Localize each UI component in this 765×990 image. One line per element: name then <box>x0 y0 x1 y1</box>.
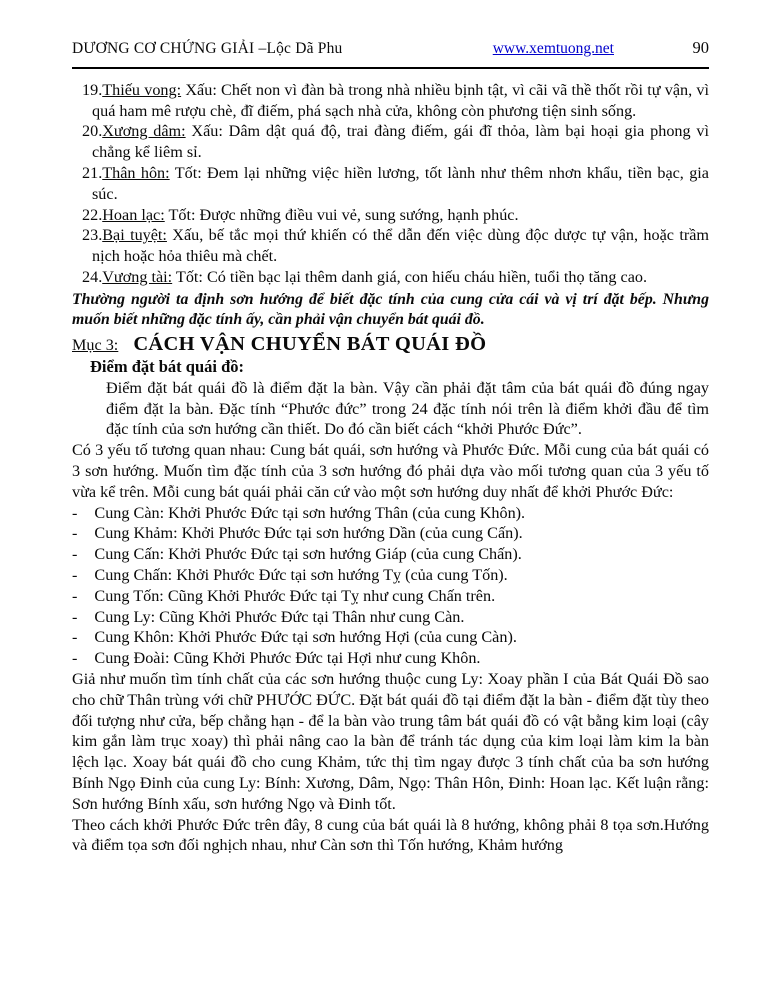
item-term: Bại tuyệt: <box>102 226 167 245</box>
item-term: Hoan lạc: <box>102 205 165 224</box>
item-text: Xấu: Dâm dật quá độ, trai đàng điếm, gái đĩ thỏa, làm bại hoại gia phong vì chẳng kể liêm sỉ. <box>92 122 709 162</box>
item-number: 19. <box>82 80 103 99</box>
glossary-item-20 <box>72 121 709 163</box>
list-item-cung-kham <box>72 523 709 544</box>
list-item-text: Cung Càn: Khởi Phước Đức tại sơn hướng Thân (của cung Khôn). <box>94 503 526 522</box>
paragraph-conclusion: Theo cách khởi Phước Đức trên đây, 8 cung của bát quái là 8 hướng, không phải 8 tọa sơn.Hướng và điểm tọa sơn đối nghịch nhau, như Càn sơn thì Tốn hướng, Khảm hướng <box>72 815 709 855</box>
paragraph-placement: Điểm đặt bát quái đồ là điểm đặt la bàn. Vậy cần phải đặt tâm của bát quái đồ đúng ngay điểm đặt la bàn. Đặc tính “Phước đức” trong 24 đặc tính nói trên là điểm khởi đầu để tìm đặc tính của sơn hướng cần thiết. Do đó cần biết cách “khởi Phước Đức”. <box>106 378 709 439</box>
dash-marker: - <box>72 524 78 543</box>
dash-marker: - <box>72 565 78 584</box>
list-item-cung-ton <box>72 586 709 607</box>
list-item-text: Cung Chấn: Khởi Phước Đức tại sơn hướng Tỵ (của cung Tốn). <box>94 565 508 584</box>
list-item-text: Cung Cấn: Khởi Phước Đức tại sơn hướng Giáp (của cung Chấn). <box>94 545 522 564</box>
dash-marker: - <box>72 586 78 605</box>
item-number: 20. <box>82 122 103 141</box>
dash-marker: - <box>72 545 78 564</box>
item-text: Xấu: Chết non vì đàn bà trong nhà nhiều bịnh tật, vì cãi vã thề thốt rồi tự vận, vì quá ham mê rượu chè, đĩ điếm, phá sạch nhà cửa, không còn phương tiện sinh sống. <box>92 80 709 120</box>
glossary-item-24 <box>72 267 709 288</box>
section-heading: CÁCH VẬN CHUYỂN BÁT QUÁI ĐỒ <box>133 333 487 356</box>
list-item-text: Cung Đoài: Cũng Khởi Phước Đức tại Hợi như cung Khôn. <box>94 649 481 668</box>
glossary-item-21 <box>72 163 709 205</box>
dash-marker: - <box>72 503 78 522</box>
item-number: 23. <box>82 226 103 245</box>
list-item-text: Cung Ly: Cũng Khởi Phước Đức tại Thân như cung Càn. <box>94 607 465 626</box>
dash-marker: - <box>72 628 78 647</box>
item-text: Tốt: Được những điều vui vẻ, sung sướng, hạnh phúc. <box>164 205 519 224</box>
header-divider <box>72 67 709 69</box>
list-item-cung-doai <box>72 648 709 669</box>
list-item-cung-can <box>72 503 709 524</box>
dash-marker: - <box>72 607 78 626</box>
section-subheading: Điểm đặt bát quái đồ: <box>90 356 245 376</box>
book-title: DƯƠNG CƠ CHỨNG GIẢI –Lộc Dã Phu <box>72 40 343 57</box>
item-term: Thân hôn: <box>102 163 170 182</box>
note-paragraph: Thường người ta định sơn hướng để biết đặc tính của cung cửa cái và vị trí đặt bếp. Nhưng muốn biết những đặc tính ấy, cần phải vận chuyển bát quái đồ. <box>72 290 709 328</box>
item-term: Thiếu vong: <box>102 80 182 99</box>
paragraph-factors: Có 3 yếu tố tương quan nhau: Cung bát quái, sơn hướng và Phước Đức. Mỗi cung của bát quái có 3 sơn hướng. Muốn tìm đặc tính của 3 sơn hướng đó phải dựa vào mối tương quan của 3 yếu tố vừa kể trên. Mỗi cung bát quái phải căn cứ vào một sơn hướng duy nhất để khởi Phước Đức: <box>72 441 709 501</box>
section-heading-line <box>72 334 709 356</box>
glossary-item-23 <box>72 225 709 267</box>
list-item-cung-ly <box>72 607 709 628</box>
paragraph-example: Giả như muốn tìm tính chất của các sơn hướng thuộc cung Ly: Xoay phần I của Bát Quái Đồ sao cho chữ Thân trùng với chữ PHƯỚC ĐỨC. Đặt bát quái đồ tại điểm đặt la bàn - điểm đặt tùy theo đối tượng như cửa, bếp chẳng hạn - để la bàn vào trung tâm bát quái đồ có vật bằng kim loại (cây kim gắn làm trục xoay) thì phải nâng cao la bàn để tránh tác dụng của kim loại làm kim la bàn lệch lạc. Xoay bát quái đồ cho cung Khảm, tức thị tìm ngay được 3 tính chất của ba sơn hướng Bính Ngọ Đinh của cung Ly: Bính: Xương, Dâm, Ngọ: Thân Hôn, Đinh: Hoan lạc. Kết luận rằng: Sơn hướng Bính xấu, sơn hướng Ngọ và Đinh tốt. <box>72 669 709 813</box>
item-term: Xương dâm: <box>102 122 186 141</box>
list-item-cung-khon <box>72 627 709 648</box>
item-text: Xấu, bế tắc mọi thứ khiến có thể dẫn đến việc dùng độc dược tự vận, hoặc trầm nịch hoặc hỏa thiêu mà chết. <box>92 226 710 266</box>
list-item-text: Cung Khảm: Khởi Phước Đức tại sơn hướng Dần (của cung Cấn). <box>94 524 523 543</box>
cung-rule-list <box>72 503 709 669</box>
list-item-cung-can2 <box>72 544 709 565</box>
page-number: 90 <box>692 38 709 57</box>
list-item-text: Cung Khôn: Khởi Phước Đức tại sơn hướng Hợi (của cung Càn). <box>94 628 517 647</box>
item-text: Tốt: Đem lại những việc hiền lương, tốt lành như thêm nhơn khẩu, tiền bạc, gia súc. <box>92 163 709 203</box>
glossary-item-19 <box>72 80 709 122</box>
glossary-item-22 <box>72 205 709 226</box>
item-number: 22. <box>82 205 103 224</box>
list-item-text: Cung Tốn: Cũng Khởi Phước Đức tại Tỵ như cung Chấn trên. <box>94 586 496 605</box>
dash-marker: - <box>72 649 78 668</box>
section-label: Mục 3: <box>72 336 119 355</box>
list-item-cung-chan <box>72 565 709 586</box>
item-text: Tốt: Có tiền bạc lại thêm danh giá, con hiếu cháu hiền, tuổi thọ tăng cao. <box>172 267 648 286</box>
glossary-list <box>72 80 709 288</box>
item-term: Vương tài: <box>102 267 173 286</box>
item-number: 24. <box>82 267 103 286</box>
website-link[interactable]: www.xemtuong.net <box>492 40 614 57</box>
item-number: 21. <box>82 163 103 182</box>
page-header <box>72 38 709 60</box>
